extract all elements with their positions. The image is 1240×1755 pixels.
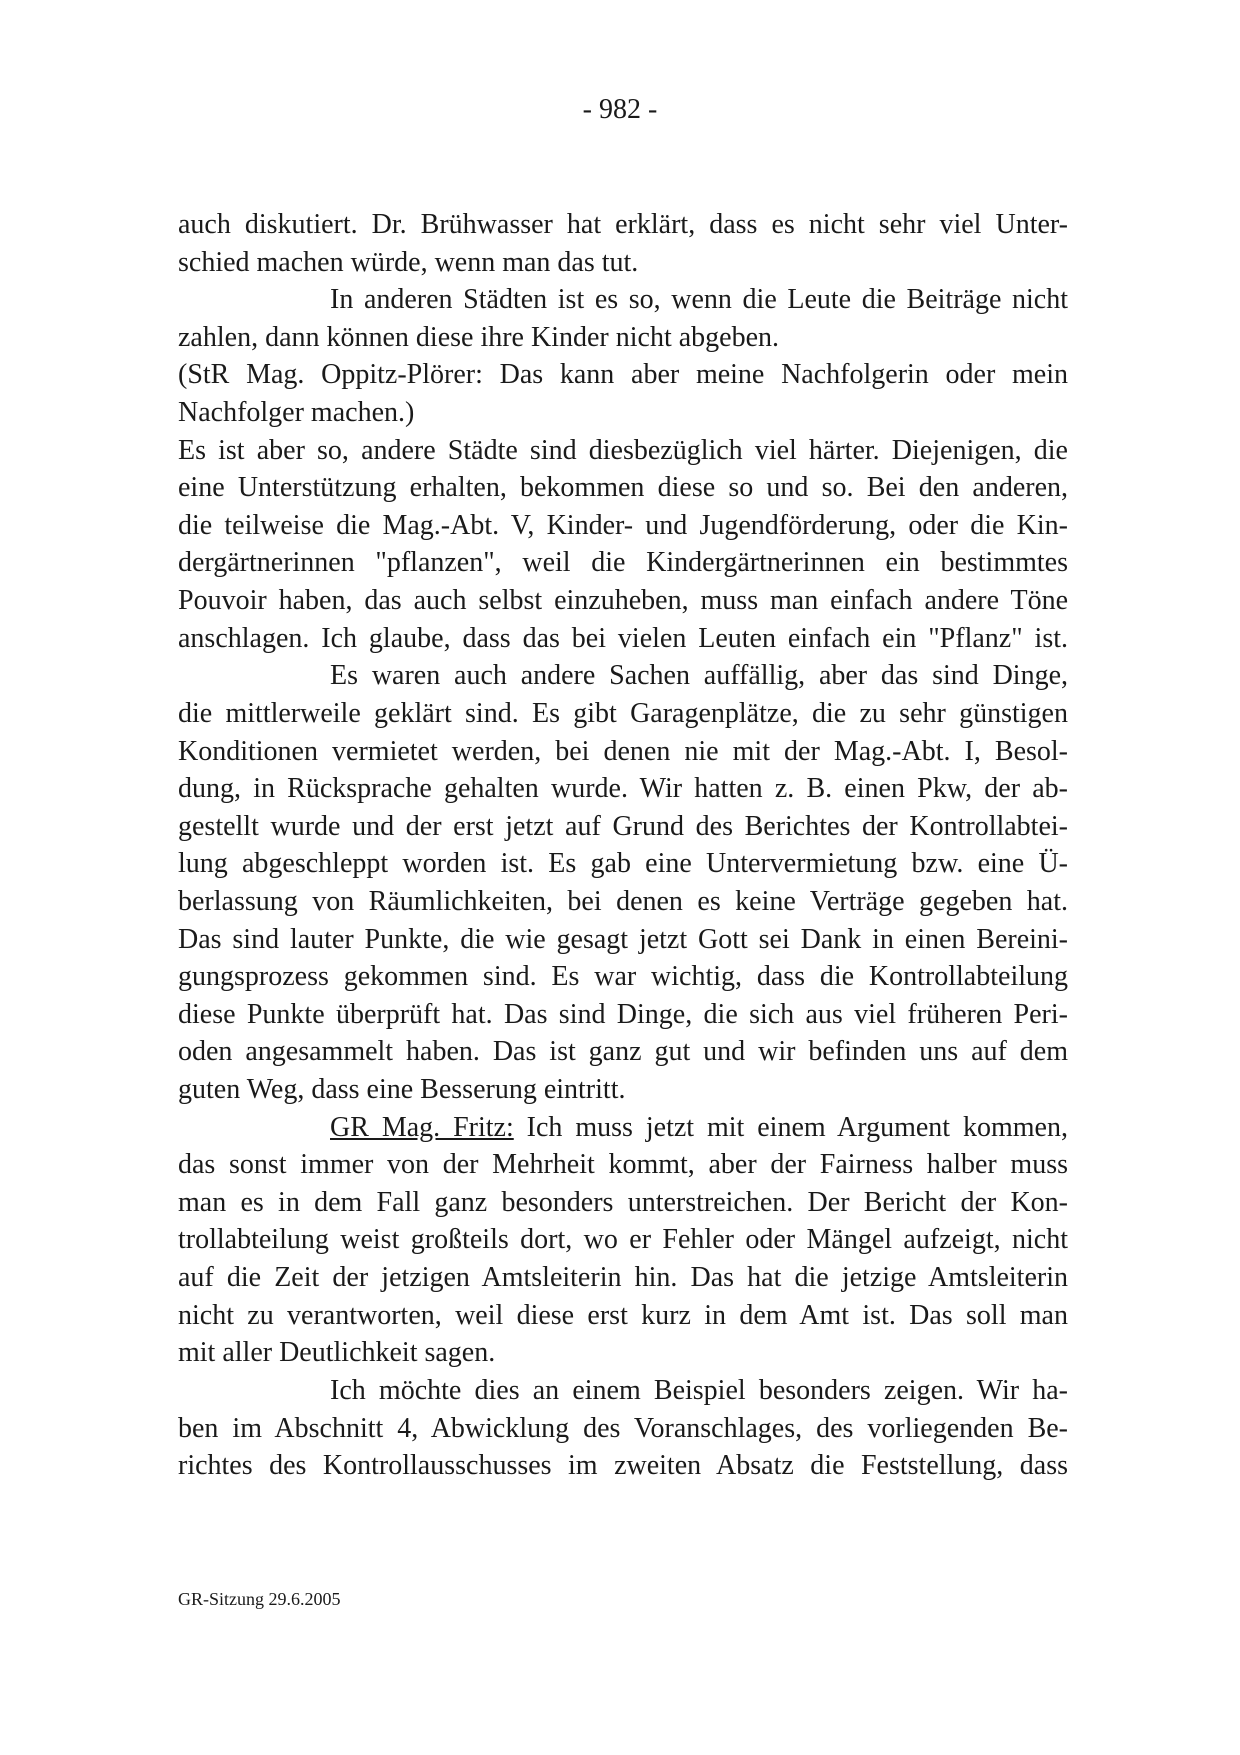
line-text: Ich muss jetzt mit einem Argument kommen, [513,1111,1068,1143]
line-text: gungsprozess gekommen sind. Es war wichtig, dass die Kontrollabteilung [178,961,1068,993]
text-line [178,1447,1068,1485]
line-text: dung, in Rücksprache gehalten wurde. Wir hatten z. B. einen Pkw, der ab- [178,773,1068,805]
text-line [178,244,1068,282]
line-text: Nachfolger machen.) [178,397,415,429]
text-line [178,432,1068,470]
text-line [178,1410,1068,1448]
line-text: lung abgeschleppt worden ist. Es gab eine Untervermietung bzw. eine Ü- [178,848,1068,880]
line-text: Es waren auch andere Sachen auffällig, aber das sind Dinge, [330,660,1068,692]
text-line [178,544,1068,582]
line-text: schied machen würde, wenn man das tut. [178,246,639,278]
text-line [178,1334,1068,1372]
text-line [178,1184,1068,1222]
body-text [178,206,1068,1485]
line-text: auch diskutiert. Dr. Brühwasser hat erklärt, dass es nicht sehr viel Unter- [178,209,1068,240]
line-text: auf die Zeit der jetzigen Amtsleiterin hin. Das hat die jetzige Amtsleiterin [178,1262,1068,1294]
text-line [178,469,1068,507]
line-text: guten Weg, dass eine Besserung eintritt. [178,1074,626,1106]
line-text: eine Unterstützung erhalten, bekommen diese so und so. Bei den anderen, [178,472,1068,504]
text-line [178,695,1068,733]
line-text: die teilweise die Mag.-Abt. V, Kinder- und Jugendförderung, oder die Kin- [178,509,1068,541]
text-line [178,1221,1068,1259]
line-text: trollabteilung weist großteils dort, wo er Fehler oder Mängel aufzeigt, nicht [178,1224,1068,1256]
text-line [178,281,1068,319]
line-text: man es in dem Fall ganz besonders unterstreichen. Der Bericht der Kon- [178,1186,1068,1218]
text-line [178,356,1068,394]
text-line [178,1259,1068,1297]
text-line [178,733,1068,771]
line-text: ben im Abschnitt 4, Abwicklung des Voranschlages, des vorliegenden Be- [178,1412,1068,1444]
text-line [178,620,1068,658]
line-text: das sonst immer von der Mehrheit kommt, aber der Fairness halber muss [178,1149,1068,1181]
text-line [178,845,1068,883]
line-text: anschlagen. Ich glaube, dass das bei vielen Leuten einfach ein "Pflanz" ist. [178,622,1068,654]
text-line [178,1109,1068,1147]
text-line [178,770,1068,808]
line-text: mit aller Deutlichkeit sagen. [178,1337,496,1369]
line-text: oden angesammelt haben. Das ist ganz gut und wir befinden uns auf dem [178,1036,1068,1068]
text-line [178,394,1068,432]
line-text: In anderen Städten ist es so, wenn die Leute die Beiträge nicht [330,284,1068,316]
text-line [178,582,1068,620]
line-text: die mittlerweile geklärt sind. Es gibt Garagenplätze, die zu sehr günstigen [178,697,1068,729]
text-line [178,319,1068,357]
speaker-name: GR Mag. Fritz: [330,1111,514,1143]
line-text: zahlen, dann können diese ihre Kinder nicht abgeben. [178,321,780,353]
text-line [178,657,1068,695]
line-text: (StR Mag. Oppitz-Plörer: Das kann aber meine Nachfolgerin oder mein [178,359,1068,391]
line-text: Konditionen vermietet werden, bei denen nie mit der Mag.-Abt. I, Besol- [178,735,1068,767]
text-line [178,1372,1068,1410]
line-text: richtes des Kontrollausschusses im zweiten Absatz die Feststellung, dass [178,1450,1068,1482]
text-line [178,808,1068,846]
text-line [178,1297,1068,1335]
text-line [178,921,1068,959]
line-text: dergärtnerinnen "pflanzen", weil die Kindergärtnerinnen ein bestimmtes [178,547,1068,579]
text-line [178,1071,1068,1109]
text-line [178,996,1068,1034]
text-line [178,1033,1068,1071]
line-text: diese Punkte überprüft hat. Das sind Dinge, die sich aus viel früheren Peri- [178,998,1068,1030]
line-text: Pouvoir haben, das auch selbst einzuheben, muss man einfach andere Töne [178,585,1068,617]
line-text: nicht zu verantworten, weil diese erst kurz in dem Amt ist. Das soll man [178,1299,1068,1331]
text-line [178,958,1068,996]
footer: GR-Sitzung 29.6.2005 [178,1589,341,1609]
text-line [178,1146,1068,1184]
line-text: Das sind lauter Punkte, die wie gesagt jetzt Gott sei Dank in einen Bereini- [178,923,1068,955]
line-text: berlassung von Räumlichkeiten, bei denen es keine Verträge gegeben hat. [178,885,1068,917]
text-line [178,507,1068,545]
line-text: gestellt wurde und der erst jetzt auf Grund des Berichtes der Kontrollabtei- [178,810,1068,842]
text-line [178,206,1068,244]
text-line [178,883,1068,921]
line-text: Es ist aber so, andere Städte sind diesbezüglich viel härter. Diejenigen, die [178,434,1068,466]
line-text: Ich möchte dies an einem Beispiel besonders zeigen. Wir ha- [330,1374,1068,1406]
page-number: - 982 - [582,94,658,125]
